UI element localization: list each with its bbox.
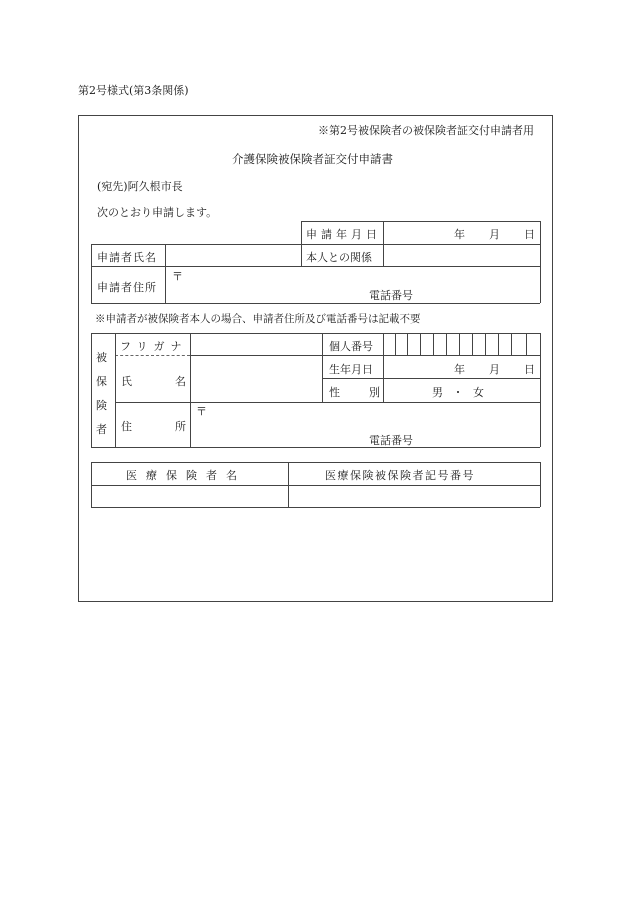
birth-day-label: 日 — [524, 363, 535, 376]
personal-number-field[interactable] — [384, 334, 539, 354]
application-date-field[interactable] — [386, 222, 538, 242]
insured-number-label: 医療保険被保険者記号番号 — [325, 469, 475, 482]
furigana-label: フリガナ — [120, 340, 188, 353]
relation-field[interactable] — [386, 246, 538, 264]
relation-label: 本人との関係 — [306, 251, 372, 264]
sex-label-1: 性 — [329, 386, 340, 399]
applicant-phone-label: 電話番号 — [369, 289, 413, 302]
applicant-postal-mark: 〒 — [172, 270, 183, 283]
insured-name-label-2: 名 — [175, 375, 186, 388]
applicant-note: ※申請者が被保険者本人の場合、申請者住所及び電話番号は記載不要 — [95, 313, 421, 325]
insured-address-field[interactable] — [193, 404, 538, 445]
insured-phone-label: 電話番号 — [369, 434, 413, 447]
insured-side-char-2: 保 — [96, 375, 107, 388]
personal-number-label: 個人番号 — [329, 340, 373, 353]
insured-postal-mark: 〒 — [196, 405, 207, 418]
application-year-label: 年 — [454, 228, 465, 241]
birthdate-field[interactable] — [386, 357, 538, 376]
insured-name-label-1: 氏 — [121, 375, 132, 388]
form-number: 第2号様式(第3条関係) — [78, 84, 189, 97]
intro-text: 次のとおり申請します。 — [97, 206, 218, 219]
sex-label-2: 別 — [369, 386, 380, 399]
insured-side-char-4: 者 — [96, 423, 107, 436]
insurer-name-label: 医療保険者名 — [126, 469, 246, 482]
birthdate-label: 生年月日 — [329, 363, 373, 376]
application-day-label: 日 — [524, 228, 535, 241]
applicant-address-field[interactable] — [168, 268, 538, 301]
applicant-address-label: 申請者住所 — [97, 281, 157, 294]
insured-address-label-2: 所 — [175, 420, 186, 433]
insurer-name-field[interactable] — [93, 487, 286, 505]
insured-side-char-3: 険 — [96, 399, 107, 412]
insured-name-field[interactable] — [193, 357, 320, 400]
form-title: 介護保険被保険者証交付申請書 — [232, 152, 393, 166]
insured-address-label-1: 住 — [121, 420, 132, 433]
birth-year-label: 年 — [454, 363, 465, 376]
addressee: (宛先)阿久根市長 — [97, 180, 183, 193]
applicant-name-field[interactable] — [168, 246, 298, 264]
insured-number-field[interactable] — [290, 487, 538, 505]
furigana-field[interactable] — [193, 335, 320, 353]
applicant-name-label: 申請者氏名 — [97, 251, 157, 264]
insured-side-char-1: 被 — [96, 351, 107, 364]
application-month-label: 月 — [489, 228, 500, 241]
birth-month-label: 月 — [489, 363, 500, 376]
application-date-label: 申請年月日 — [306, 228, 381, 241]
notice-top: ※第2号被保険者の被保険者証交付申請者用 — [318, 124, 534, 137]
sex-options[interactable]: 男 ・ 女 — [432, 386, 487, 399]
